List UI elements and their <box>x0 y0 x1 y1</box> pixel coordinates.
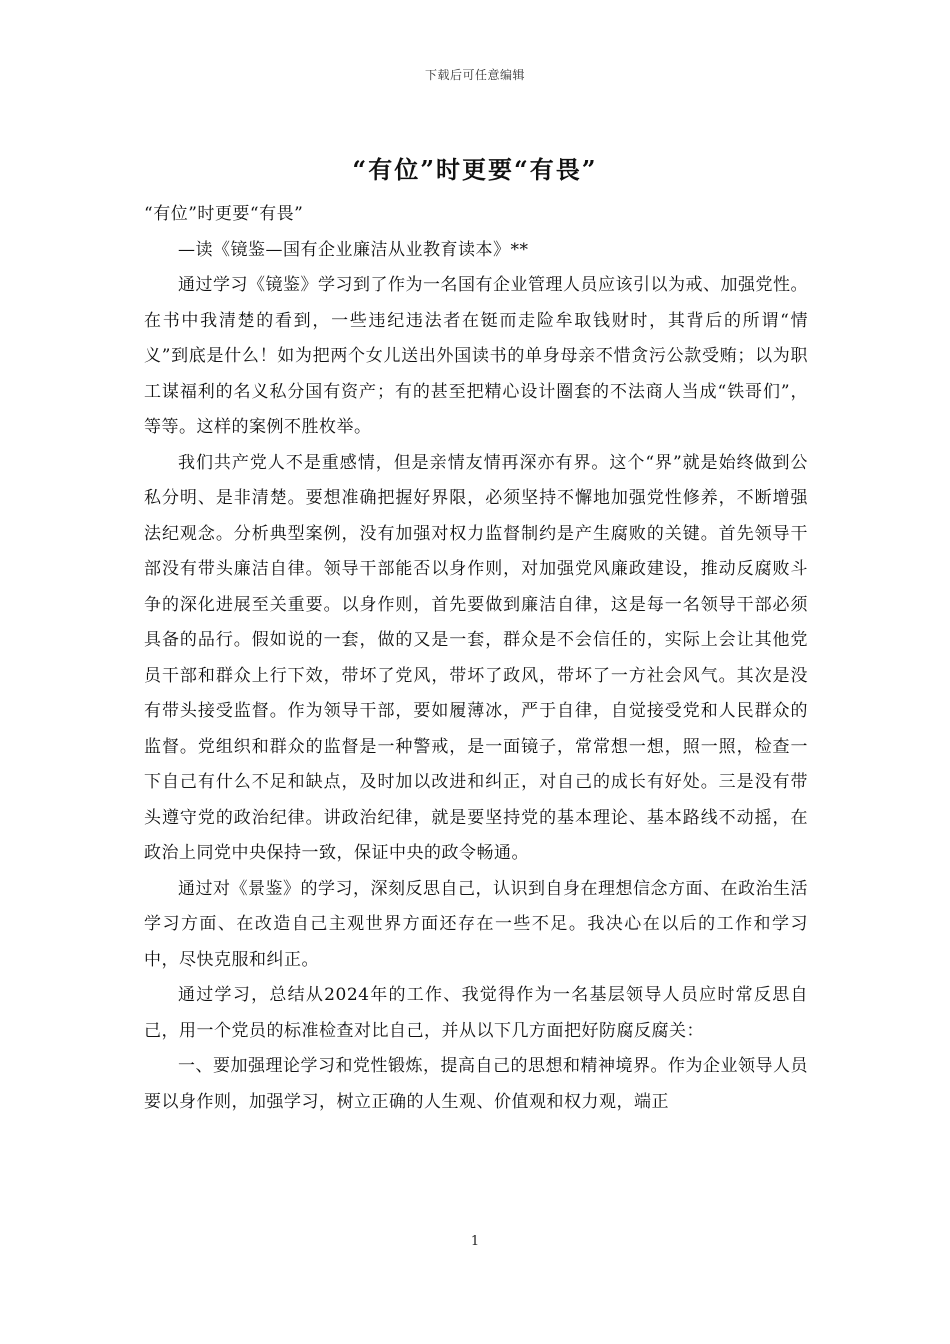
paragraph: 通过对《景鉴》的学习，深刻反思自己，认识到自身在理想信念方面、在政治生活学习方面、在改造自己主观世界方面还存在一些不足。我决心在以后的工作和学习中，尽快克服和纠正。 <box>144 878 808 970</box>
paragraph: 通过学习《镜鉴》学习到了作为一名国有企业管理人员应该引以为戒、加强党性。在书中我清楚的看到，一些违纪违法者在铤而走险牟取钱财时，其背后的所谓“情义”到底是什么！如为把两个女儿送出外国读书的单身母亲不惜贪污公款受贿；以为职工谋福利的名义私分国有资产；有的甚至把精心设计圈套的不法商人当成“铁哥们”，等等。这样的案例不胜枚举。 <box>144 275 808 437</box>
header-note: 下载后可任意编辑 <box>424 68 525 82</box>
paragraph: 我们共产党人不是重感情，但是亲情友情再深亦有界。这个“界”就是始终做到公私分明、是非清楚。要想准确把握好界限，必须坚持不懈地加强党性修养，不断增强法纪观念。分析典型案例，没有加强对权力监督制约是产生腐败的关键。首先领导干部没有带头廉洁自律。领导干部能否以身作则，对加强党风廉政建设，推动反腐败斗争的深化进展至关重要。以身作则，首先要做到廉洁自律，这是每一名领导干部必须具备的品行。假如说的一套，做的又是一套，群众是不会信任的，实际上会让其他党员干部和群众上行下效，带坏了党风，带坏了政风，带坏了一方社会风气。其次是没有带头接受监督。作为领导干部，要如履薄冰，严于自律，自觉接受党和人民群众的监督。党组织和群众的监督是一种警戒，是一面镜子，常常想一想，照一照，检查一下自己有什么不足和缺点，及时加以改进和纠正，对自己的成长有好处。三是没有带头遵守党的政治纪律。讲政治纪律，就是要坚持党的基本理论、基本路线不动摇，在政治上同党中央保持一致，保证中央的政令畅通。 <box>144 452 808 863</box>
document-title: “有位”时更要“有畏” <box>352 155 598 184</box>
document-byline: —读《镜鉴—国有企业廉洁从业教育读本》** <box>178 239 529 260</box>
document-body <box>144 197 808 1120</box>
document-subtitle: “有位”时更要“有畏” <box>144 204 304 224</box>
page-number: 1 <box>470 1234 480 1249</box>
paragraph: 一、要加强理论学习和党性锻炼，提高自己的思想和精神境界。作为企业领导人员要以身作则，加强学习，树立正确的人生观、价值观和权力观，端正 <box>144 1056 808 1112</box>
paragraph: 通过学习，总结从2024年的工作、我觉得作为一名基层领导人员应时常反思自己，用一个党员的标准检查对比自己，并从以下几方面把好防腐反腐关： <box>144 985 808 1041</box>
